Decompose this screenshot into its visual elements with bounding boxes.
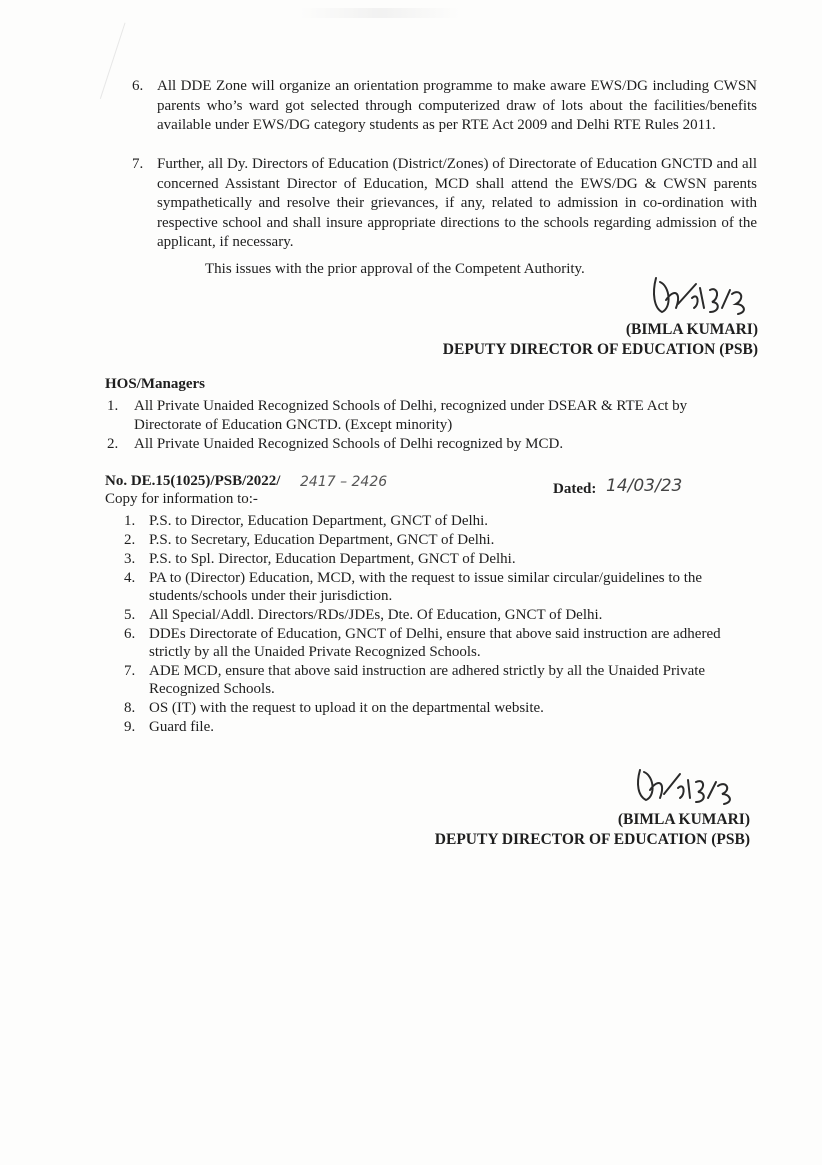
signatory-block [443, 320, 758, 360]
recipients-list [107, 397, 757, 455]
item-number: 4. [124, 570, 136, 586]
item-text: PA to (Director) Education, MCD, with the request to issue similar circular/guidelines to the students/schools under their jurisdiction. [149, 570, 703, 604]
point-7 [132, 155, 757, 253]
point-number: 6. [132, 78, 144, 94]
signature-scribble [648, 268, 763, 328]
copy-intro: Copy for information to:- [105, 491, 258, 507]
item-number: 2. [124, 532, 136, 548]
item-number: 7. [124, 663, 136, 679]
item-text: ADE MCD, ensure that above said instruction are adhered strictly by all the Unaided Private Recognized Schools. [149, 663, 706, 697]
signatory-name: (BIMLA KUMARI) [617, 811, 750, 828]
signatory-name: (BIMLA KUMARI) [625, 321, 758, 338]
signatory-designation: DEPUTY DIRECTOR OF EDUCATION (PSB) [442, 341, 758, 358]
scan-artifact [100, 23, 133, 102]
item-number: 5. [124, 607, 136, 623]
item-number: 8. [124, 700, 136, 716]
item-text: P.S. to Spl. Director, Education Department, GNCT of Delhi. [149, 551, 516, 567]
signatory-block [435, 810, 750, 850]
list-item [124, 606, 764, 624]
item-number: 3. [124, 551, 136, 567]
reference-handwritten-number: 2417 – 2426 [300, 474, 388, 490]
item-number: 1. [107, 398, 119, 414]
point-text: Further, all Dy. Directors of Education (District/Zones) of Directorate of Education GNCTD and all concerned Assistant Director of Education, MCD shall attend the EWS/DG & CWSN parents sympathetically and resolve their grievances, if any, related to admission in co-ordination with respective school and shall insure appropriate directions to the schools regarding admission of the applicant, if necessary. [157, 156, 757, 250]
item-text: P.S. to Secretary, Education Department, GNCT of Delhi. [149, 532, 495, 548]
copy-list [124, 512, 764, 737]
item-number: 1. [124, 513, 136, 529]
item-number: 6. [124, 626, 136, 642]
signatory-designation: DEPUTY DIRECTOR OF EDUCATION (PSB) [434, 831, 750, 848]
list-item [124, 569, 764, 605]
dated-label: Dated: [553, 481, 597, 497]
list-item [124, 531, 764, 549]
item-text: P.S. to Director, Education Department, GNCT of Delhi. [149, 513, 489, 529]
list-item [107, 397, 757, 434]
point-number: 7. [132, 156, 144, 172]
point-text: All DDE Zone will organize an orientation programme to make aware EWS/DG including CWSN parents who’s ward got selected through computerized draw of lots about the facilities/benefits available under EWS/DG category students as per RTE Act 2009 and Delhi RTE Rules 2011. [157, 78, 757, 133]
item-number: 9. [124, 719, 136, 735]
recipients-title: HOS/Managers [105, 376, 205, 392]
list-item [124, 718, 764, 736]
dated-handwritten: 14/03/23 [606, 476, 683, 496]
approval-statement: This issues with the prior approval of the Competent Authority. [205, 261, 585, 277]
signature-scribble [630, 762, 745, 814]
list-item [124, 625, 764, 661]
item-text: All Private Unaided Recognized Schools of Delhi recognized by MCD. [134, 436, 564, 452]
scan-smudge [300, 8, 460, 18]
item-text: All Special/Addl. Directors/RDs/JDEs, Dte. Of Education, GNCT of Delhi. [149, 607, 603, 623]
item-text: Guard file. [149, 719, 214, 735]
item-text: DDEs Directorate of Education, GNCT of Delhi, ensure that above said instruction are adhered strictly by all the Unaided Private Recognized Schools. [149, 626, 721, 660]
item-text: OS (IT) with the request to upload it on the departmental website. [149, 700, 544, 716]
list-item [124, 550, 764, 568]
point-6 [132, 77, 757, 136]
list-item [124, 662, 764, 698]
item-text: All Private Unaided Recognized Schools of Delhi, recognized under DSEAR & RTE Act by Directorate of Education GNCTD. (Except minority) [134, 398, 688, 433]
item-number: 2. [107, 436, 119, 452]
list-item [124, 512, 764, 530]
reference-number: No. DE.15(1025)/PSB/2022/ [105, 473, 281, 489]
list-item [124, 699, 764, 717]
list-item [107, 435, 757, 454]
